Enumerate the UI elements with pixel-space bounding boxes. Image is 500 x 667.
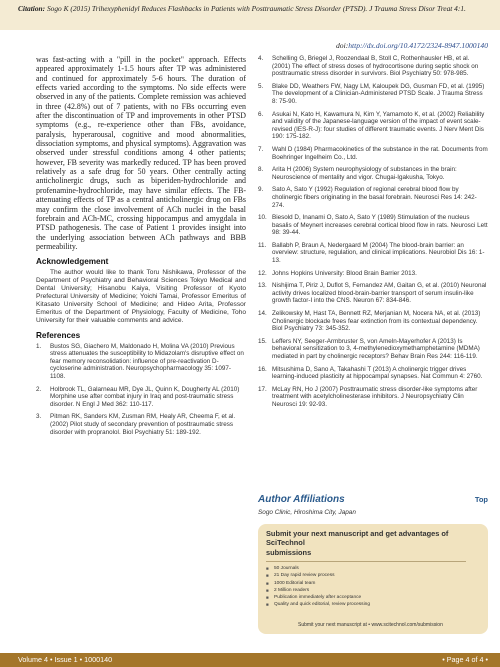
reference-text: Leffers NY, Seeger-Armbruster S, von Ameln-Mayerhofer A (2013) Is behavioral sensitization to 3, 4-methylenedioxymethamphetamine (MDMA) mediated in part by cholinergic receptors? Behav Brain Res 244: 116-119. bbox=[272, 337, 480, 360]
reference-number: 17. bbox=[258, 385, 267, 393]
doi-link[interactable]: http://dx.doi.org/10.4172/2324-8947.1000140 bbox=[348, 41, 488, 50]
reference-item bbox=[258, 282, 488, 305]
references-list-right bbox=[258, 55, 488, 409]
reference-number: 2. bbox=[36, 385, 42, 393]
reference-item bbox=[258, 310, 488, 333]
reference-number: 3. bbox=[36, 413, 42, 421]
reference-item bbox=[258, 214, 488, 237]
reference-item bbox=[258, 83, 488, 106]
reference-number: 12. bbox=[258, 269, 267, 277]
reference-number: 6. bbox=[258, 110, 264, 118]
reference-number: 11. bbox=[258, 241, 267, 249]
page-footer bbox=[0, 653, 500, 667]
reference-item bbox=[258, 366, 488, 381]
submission-promo-box bbox=[258, 524, 488, 634]
reference-number: 10. bbox=[258, 214, 267, 222]
reference-number: 16. bbox=[258, 365, 267, 373]
reference-text: Biesold D, Inanami O, Sato A, Sato Y (1989) Stimulation of the nucleus basalis of Meynert increases cerebral cortical blood flow in rats. Neurosci Lett 98: 39-44. bbox=[272, 214, 488, 237]
reference-text: Schelling G, Briegel J, Roozendaal B, Stoll C, Rothenhausler HB, et al. (2001) The effect of stress doses of hydrocortisone during septic shock on posttraumatic stress disorder in survivors. Biol Psychiatry 50: 978-985. bbox=[272, 55, 479, 78]
citation-header bbox=[0, 0, 500, 30]
reference-text: Blake DD, Weathers FW, Nagy LM, Kaloupek DG, Gusman FD, et al. (1995) The development of a Clinician-Administered PTSD Scale. J Trauma Stress 8: 75-90. bbox=[272, 82, 485, 105]
reference-item bbox=[258, 55, 488, 78]
top-link[interactable]: Top bbox=[474, 495, 488, 504]
reference-item bbox=[258, 270, 488, 278]
reference-text: Nishijima T, Piriz J, Duflot S, Fernandez AM, Gaitan G, et al. (2010) Neuronal activity drives localized blood-brain-barrier transport of serum insulin-like growth factor-I into the CNS. Neuron 67: 834-846. bbox=[272, 282, 487, 305]
right-column bbox=[258, 55, 488, 414]
reference-text: Holbrook TL, Galarneau MR, Dye JL, Quinn K, Dougherty AL (2010) Morphine use after combat injury in Iraq and post-traumatic stress disorder. N Engl J Med 362: 110-117. bbox=[50, 385, 240, 408]
submission-divider bbox=[266, 561, 466, 562]
reference-number: 15. bbox=[258, 337, 267, 345]
references-heading: References bbox=[36, 330, 81, 340]
affiliation-line: Sogo Clinic, Hiroshima City, Japan bbox=[258, 509, 356, 516]
reference-item bbox=[258, 146, 488, 161]
author-affiliations bbox=[258, 494, 488, 516]
reference-item bbox=[36, 413, 246, 436]
reference-text: Bustos SG, Giachero M, Maldonado H, Molina VA (2010) Previous stress attenuates the susceptibility to Midazolam's disruptive effect on fear memory reconsolidation: influence of pre-reactivation D-cycloserine administration. Neuropsychopharmacology 35: 1097-1108. bbox=[50, 342, 244, 380]
references-list-left bbox=[36, 343, 246, 437]
feature-item: ■ Quality and quick editorial, review processing bbox=[266, 601, 480, 608]
reference-text: Wahl D (1984) Pharmacokinetics of the substance in the rat. Documents from Boehringer Ingelheim Co., Ltd. bbox=[272, 145, 488, 161]
reference-text: Pitman RK, Sanders KM, Zusman RM, Healy AR, Cheema F, et al. (2002) Pilot study of secondary prevention of posttraumatic stress disorder with propranolol. Biol Psychiatry 51: 189-192. bbox=[50, 413, 236, 436]
submission-feature-list bbox=[266, 565, 480, 608]
reference-text: Asukai N, Kato H, Kawamura N, Kim Y, Yamamoto K, et al. (2002) Reliability and validity of the Japanese-language version of the impact of event scale-revised (IES-R-J): four studies of different traumatic events. J Nerv Ment Dis 190: 175-182. bbox=[272, 110, 485, 141]
acknowledgement-text: The author would like to thank Toru Nishikawa, Professor of the Department of Psychiatry and Behavioral Sciences Tokyo Medical and Dental University; Hisanobu Kaiya, Visiting Professor of Kyoto Prefectural University of Medicine; Yoichi Tamai, Professor Emeritus of Kitasato University School of Medicine; and Hideo Arita, Professor Emeritus of the Department of Physiology, Faculty of Medicine, Toho University for their valuable comments and advice. bbox=[36, 269, 246, 324]
reference-item bbox=[36, 343, 246, 381]
reference-item bbox=[258, 186, 488, 209]
reference-number: 4. bbox=[258, 55, 264, 62]
submission-title-line-1: Submit your next manuscript and get advantages of SciTechnol bbox=[266, 529, 449, 548]
feature-item: ■ Publication immediately after acceptance bbox=[266, 594, 480, 601]
reference-number: 8. bbox=[258, 166, 264, 174]
reference-text: Sato A, Sato Y (1992) Regulation of regional cerebral blood flow by cholinergic fibers originating in the basal forebrain. Neurosci Res 14: 242-274. bbox=[272, 186, 477, 209]
reference-number: 7. bbox=[258, 145, 264, 153]
reference-item bbox=[258, 242, 488, 265]
reference-text: Ballabh P, Braun A, Nedergaard M (2004) The blood-brain barrier: an overview: structure, regulation, and clinical implications. Neurobiol Dis 16: 1-13. bbox=[272, 241, 485, 265]
reference-text: Johns Hopkins University: Blood Brain Barrier 2013. bbox=[272, 269, 417, 277]
volume-issue-label: Volume 4 • Issue 1 • 1000140 bbox=[18, 655, 113, 664]
submission-title-line-2: submissions bbox=[266, 547, 312, 557]
reference-item bbox=[36, 386, 246, 409]
reference-text: Arita H (2006) System neurophysiology of substances in the brain: Neuroscience of mentality and vigor. Chugai-Igakusha, Tokyo. bbox=[272, 166, 457, 181]
reference-item bbox=[258, 338, 488, 361]
feature-item: ■ 1000 Editorial team bbox=[266, 580, 480, 587]
doi-line bbox=[336, 41, 488, 50]
affiliations-title: Author Affiliations bbox=[258, 494, 345, 505]
page-number-label: • Page 4 of 4 • bbox=[442, 655, 488, 664]
citation-label: Citation: bbox=[18, 4, 46, 13]
reference-item bbox=[258, 111, 488, 141]
body-paragraph: was fast-acting with a "pill in the pocket" approach. Effects appeared approximately 1-1.5 hours after TP was administered and continued for approximately 5-6 hours. The duration of effects varied according to the symptoms. No side effects were observed in any of the patients. Complete remission was achieved in three (42.8%) out of 7 patients, with no FBs occurring even after the discontinuation of TP and improvements in other PTSD symptoms (e.g., re-experience other than FBs, avoidance, paralysis, hyperarousal, cognitive and mood abnormalities, dissociation symptoms, and physical symptoms). Aggravation was observed under stressful conditions among 4 other patients; however, FB severity was markedly reduced. TP has been proved relatively as a safe drug for 50 years. Other centrally acting anticholinergic drugs, such as biperiden-hydrochloride and profenamine-hydrochloride, may have similar effects. The FB-attenuating effects of TP as a central anticholinergic drug on FBs may confirm the close involvement of ACh nuclei in the basal forebrain and ACh-MC, crossing hippocampus and amygdala in PTSD pathogenesis. The case of Patient 1 provides insight into the underlying association between ACh pathways and BBB permeability. bbox=[36, 55, 246, 251]
left-column bbox=[36, 55, 246, 441]
reference-item bbox=[258, 386, 488, 409]
reference-number: 9. bbox=[258, 186, 264, 194]
submission-title bbox=[266, 529, 480, 557]
citation-text: Sogo K (2015) Trihexyphenidyl Reduces Flashbacks in Patients with Posttraumatic Stress Disorder (PTSD). J Trauma Stress Disor Treat 4:1. bbox=[46, 4, 466, 13]
reference-number: 13. bbox=[258, 282, 267, 290]
feature-item: ■ 50 Journals bbox=[266, 565, 480, 572]
reference-text: Zelikowsky M, Hast TA, Bennett RZ, Merjanian M, Nocera NA, et al. (2013) Cholinergic blockade frees fear extinction from its contextual dependency. Biol Psychiatry 73: 345-352. bbox=[272, 310, 481, 333]
reference-number: 1. bbox=[36, 342, 42, 350]
reference-number: 14. bbox=[258, 310, 267, 318]
reference-number: 5. bbox=[258, 82, 264, 90]
reference-text: McLay RN, Ho J (2007) Posttraumatic stress disorder-like symptoms after treatment with acetylcholinesterase inhibitors. J Neuropsychiatry Clin Neurosci 19: 92-93. bbox=[272, 385, 478, 408]
submission-link[interactable]: Submit your next manuscript at • www.scitechnol.com/submission bbox=[298, 622, 443, 628]
feature-item: ■ 21 Day rapid review process bbox=[266, 572, 480, 579]
reference-item bbox=[258, 166, 488, 181]
acknowledgement-heading: Acknowledgement bbox=[36, 257, 109, 267]
feature-item: ■ 2 Million readers bbox=[266, 587, 480, 594]
doi-label: doi: bbox=[335, 41, 349, 50]
reference-text: Mitsushima D, Sano A, Takahashi T (2013) A cholinergic trigger drives learning-induced plasticity at hippocampal synapses. Nat Commun 4: 2760. bbox=[272, 365, 483, 381]
